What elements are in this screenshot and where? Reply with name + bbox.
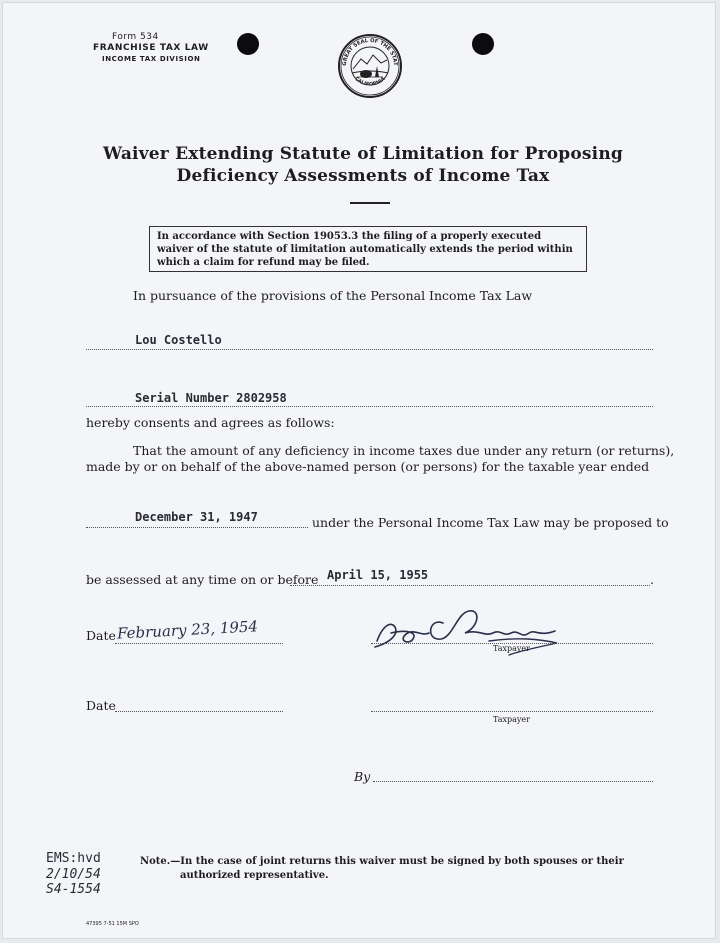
california-state-seal-icon [337,33,403,99]
consents-text: hereby consents and agrees as follows: [86,415,335,430]
name-dotted-line [86,349,653,350]
waiver-form-page [2,2,716,939]
typist-initials: EMS:hvd [46,851,101,866]
paragraph-line1: That the amount of any deficiency in income taxes due under any return (or returns), [133,443,675,458]
joint-return-note [140,855,624,883]
form-title-line2: Deficiency Assessments of Income Tax [176,166,550,186]
date-dotted-line-2 [115,711,283,712]
handwritten-date: February 23, 1954 [116,617,259,643]
note-line1: Note.—In the case of joint returns this waiver must be signed by both spouses or their [140,856,624,867]
law-tail-text: under the Personal Income Tax Law may be proposed to [312,515,669,530]
form-title-line1: Waiver Extending Statute of Limitation for Proposing [103,144,623,164]
taxpayer-name: Lou Costello [135,333,222,347]
svg-text:CALIFORNIA [353,76,386,88]
print-code: 47395 7-51 15M SPO [86,921,139,927]
intro-text: In pursuance of the provisions of the Personal Income Tax Law [133,288,533,303]
form-number: Form 534 [112,32,159,42]
note-line2: authorized representative. [180,870,329,881]
taxpayer-label-1: Taxpayer [493,644,530,653]
serial-number: Serial Number 2802958 [135,391,287,405]
signature-dotted-line-2 [371,711,653,712]
deadline-dotted-line [290,585,650,586]
year-dotted-line [86,527,308,528]
stamp-date: 2/10/54 [46,867,101,882]
serial-dotted-line [86,406,653,407]
refund-notice-box: In accordance with Section 19053.3 the filing of a properly executed waiver of the statute of limitation automatically extends the period within which a claim for refund may be filed. [149,226,587,272]
seal-bottom-text: CALIFORNIA [353,76,387,88]
by-dotted-line [373,781,653,782]
seal-top-text: GREAT SEAL OF THE STAT [341,37,399,67]
punch-hole-right [472,33,494,55]
punch-hole-left [237,33,259,55]
paragraph-line2: made by or on behalf of the above-named person (or persons) for the taxable year ended [86,459,650,474]
assessment-deadline: April 15, 1955 [327,568,429,582]
file-code: S4-1554 [46,882,101,897]
taxable-year-ended: December 31, 1947 [135,510,258,524]
income-tax-division-label: INCOME TAX DIVISION [102,55,201,63]
date-dotted-line-1 [115,643,283,644]
assessed-text: be assessed at any time on or before [86,572,319,587]
date-label-1: Date [86,628,116,643]
franchise-tax-law-label: FRANCHISE TAX LAW [93,43,209,53]
date-label-2: Date [86,698,116,713]
taxpayer-signature [369,603,569,659]
deadline-period: . [650,572,654,587]
taxpayer-label-2: Taxpayer [493,715,530,724]
title-divider [350,202,390,204]
by-label: By [354,769,371,784]
